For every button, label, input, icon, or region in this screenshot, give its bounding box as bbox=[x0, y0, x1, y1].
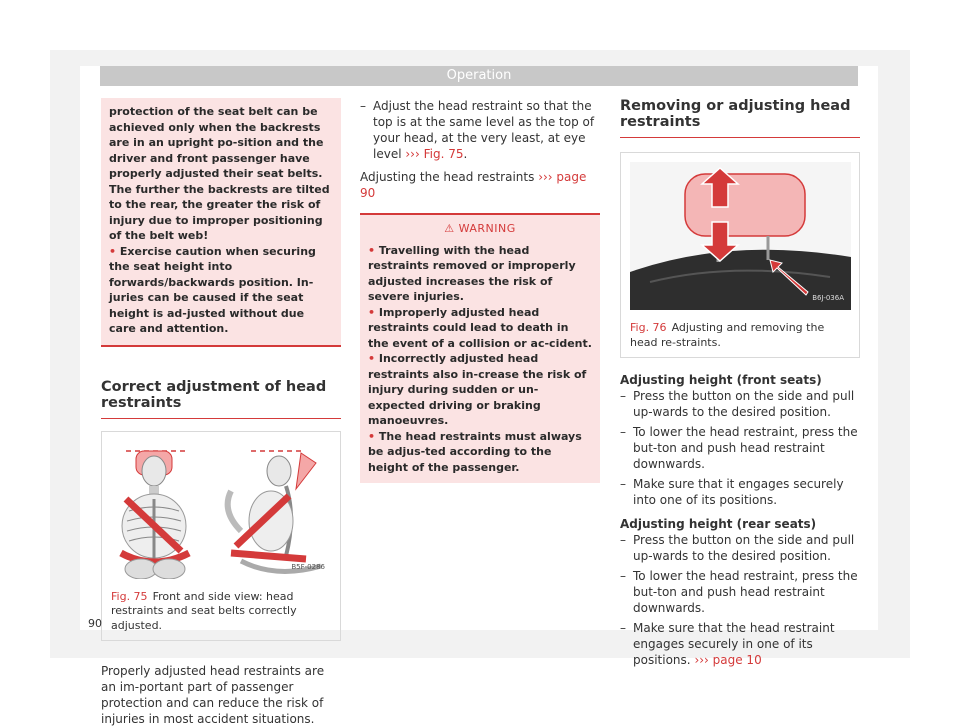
step-text: Make sure that it engages securely into one of its positions. bbox=[633, 477, 844, 507]
section-heading: Correct adjustment of head restraints bbox=[101, 379, 341, 419]
step-end: . bbox=[463, 147, 468, 161]
column-middle bbox=[360, 98, 600, 483]
warning-bullet-item bbox=[109, 244, 333, 337]
section-heading: Removing or adjusting head restraints bbox=[620, 98, 860, 138]
dash-icon: – bbox=[620, 569, 626, 583]
dash-icon: – bbox=[620, 425, 626, 439]
step-text: Press the button on the side and pull up-wards to the desired position. bbox=[633, 533, 855, 563]
warning-text: Improperly adjusted head restraints could lead to death in the event of a collision or ac-cident. bbox=[368, 305, 592, 350]
step-text: To lower the head restraint, press the but-ton and push head restraint downwards. bbox=[633, 425, 858, 471]
warning-continuation-text: protection of the seat belt can be achieved only when the backrests are in an upright po-sition and the driver and front passenger have properly adjusted their seat belts. The further the backrests are tilted to the rear, the greater the risk of injury due to improper positioning of the belt web! bbox=[109, 105, 330, 242]
step-text: Press the button on the side and pull up-wards to the desired position. bbox=[633, 389, 855, 419]
figure-image-headrest-removal bbox=[630, 162, 850, 310]
step-text bbox=[633, 620, 860, 668]
step-item bbox=[620, 568, 860, 616]
page-link[interactable]: ››› page 10 bbox=[694, 653, 762, 667]
bullet-icon: • bbox=[368, 305, 376, 319]
figure-caption bbox=[102, 588, 340, 641]
page-number: 90 bbox=[88, 617, 102, 630]
bullet-icon: • bbox=[368, 429, 376, 443]
warning-header: ⚠ WARNING bbox=[444, 222, 516, 235]
bullet-icon: • bbox=[109, 244, 117, 258]
figure-caption-text: Adjusting and removing the head re-straints. bbox=[630, 321, 825, 349]
step-text bbox=[373, 98, 600, 162]
headrest-illustration bbox=[630, 162, 851, 310]
step-text-main: Make sure that the head restraint engages securely in one of its positions. bbox=[633, 621, 835, 667]
warning-item bbox=[368, 305, 592, 352]
figure-code: B6J-036A bbox=[812, 294, 844, 302]
column-left bbox=[101, 98, 341, 727]
body-text: Properly adjusted head restraints are an im-portant part of passenger protection and can reduce the risk of injuries in most accident situations. bbox=[101, 664, 325, 726]
warning-bullet-text: Exercise caution when securing the seat height into forwards/backwards position. In-juries can be caused if the seat height is ad-justed without due care and attention. bbox=[109, 244, 316, 335]
figure-75 bbox=[101, 431, 341, 642]
figure-code: B5F-0286 bbox=[291, 562, 325, 571]
front-seats-title: Adjusting height (front seats) bbox=[620, 373, 822, 387]
warning-text: Travelling with the head restraints removed or improperly adjusted increases the risk of severe injuries. bbox=[368, 243, 576, 303]
figure-image-head-restraints bbox=[111, 441, 331, 579]
step-item bbox=[620, 388, 860, 420]
figure-caption-text: Front and side view: head restraints and seat belts correctly adjusted. bbox=[111, 589, 297, 632]
step-item bbox=[360, 98, 600, 162]
dash-icon: – bbox=[360, 99, 366, 113]
column-right bbox=[620, 98, 860, 668]
figure-caption bbox=[621, 319, 859, 357]
warning-title: WARNING bbox=[458, 222, 516, 235]
warning-continuation bbox=[101, 98, 341, 347]
dash-icon: – bbox=[620, 389, 626, 403]
figure-link[interactable]: ››› Fig. 75 bbox=[405, 147, 464, 161]
warning-box bbox=[360, 213, 600, 483]
rear-seats-title: Adjusting height (rear seats) bbox=[620, 517, 817, 531]
step-item bbox=[620, 476, 860, 508]
warning-item bbox=[368, 243, 592, 305]
adjust-text: Adjusting the head restraints bbox=[360, 170, 535, 184]
step-text-main: Adjust the head restraint so that the top is at the same level as the top of your head, at the very least, at eye level bbox=[373, 99, 595, 161]
figure-76 bbox=[620, 152, 860, 358]
step-text: To lower the head restraint, press the but-ton and push head restraint downwards. bbox=[633, 569, 858, 615]
section-header: Operation bbox=[100, 66, 858, 86]
dash-icon: – bbox=[620, 533, 626, 547]
warning-item bbox=[368, 429, 592, 476]
bullet-icon: • bbox=[368, 243, 376, 257]
page-link[interactable]: ››› page 90 bbox=[360, 170, 587, 200]
warning-item bbox=[368, 351, 592, 429]
figure-number: Fig. 75 bbox=[111, 589, 148, 603]
dash-icon: – bbox=[620, 621, 626, 635]
bullet-icon: • bbox=[368, 352, 376, 365]
warning-text: Incorrectly adjusted head restraints also in-crease the risk of injury during sudden or un-expected driving or braking manoeuvres. bbox=[368, 352, 587, 427]
warning-text: The head restraints must always be adjus-ted according to the height of the passenger. bbox=[368, 429, 582, 474]
step-item bbox=[620, 532, 860, 564]
step-item bbox=[620, 620, 860, 668]
step-item bbox=[620, 424, 860, 472]
dash-icon: – bbox=[620, 477, 626, 491]
figure-number: Fig. 76 bbox=[630, 321, 667, 334]
adjust-paragraph bbox=[360, 169, 600, 201]
